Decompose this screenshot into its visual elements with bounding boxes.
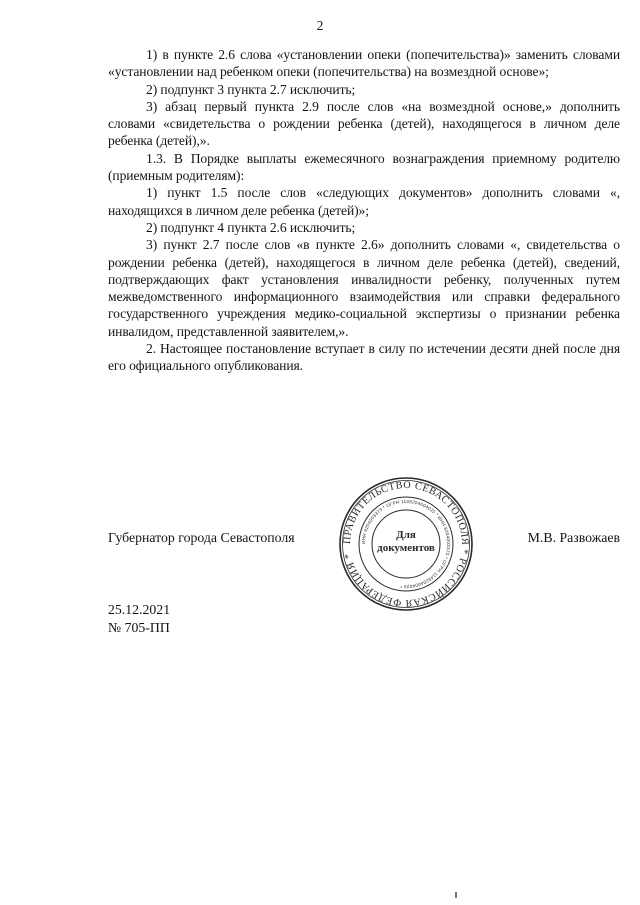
- document-body: [108, 46, 620, 375]
- paragraph: 1.3. В Порядке выплаты ежемесячного вознаграждения приемному родителю (приемным родителям):: [108, 150, 620, 184]
- official-seal-stamp: [338, 476, 474, 612]
- document-date: 25.12.2021: [108, 602, 171, 617]
- paragraph: 2) подпункт 3 пункта 2.7 исключить;: [146, 81, 356, 97]
- paragraph: 1) пункт 1.5 после слов «следующих документов» дополнить словами «, находящихся в личном деле ребенка (детей)»;: [108, 185, 620, 218]
- page-number: 2: [316, 18, 324, 33]
- seal-graphic: [338, 476, 474, 612]
- paragraph: 2) подпункт 4 пункта 2.6 исключить;: [146, 219, 356, 235]
- seal-center-line-1: Для: [396, 529, 416, 541]
- paragraph: 1) в пункте 2.6 слова «установлении опеки (попечительства)» заменить словами «установлении над ребенком опеки (попечительства) на возмездной основе»;: [108, 47, 620, 80]
- paragraph: 2. Настоящее постановление вступает в силу по истечении десяти дней после дня его официального опубликования.: [108, 341, 620, 374]
- signatory-name: М.В. Развожаев: [527, 530, 620, 545]
- signatory-position: Губернатор города Севастополя: [108, 530, 295, 545]
- scan-artifact: [455, 892, 457, 898]
- document-number: № 705-ПП: [108, 620, 170, 635]
- document-footer: [108, 601, 170, 637]
- seal-outer-text: ПРАВИТЕЛЬСТВО СЕВАСТОПОЛЯ * РОССИЙСКАЯ ФЕДЕРАЦИЯ *: [341, 479, 471, 609]
- paragraph: 3) абзац первый пункта 2.9 после слов «на возмездной основе,» дополнить словами «свидетельства о рождении ребенка (детей), находящегося в личном деле ребенка (детей),».: [108, 98, 620, 149]
- seal-inner-text: ИНН 9204003373 * ОГРН 1149204004025 * ИНН 9204003373 * ОГРН 1149204004025 *: [360, 498, 452, 590]
- paragraph: 3) пункт 2.7 после слов «в пункте 2.6» дополнить словами «, свидетельства о рождении ребенка (детей), находящегося в личном деле ребенка (детей), сведений, подтверждающих факт установления инвалидности ребенку, полученных путем межведомственного информационного взаимодействия или справки федерального государственного учреждения медико-социальной экспертизы о признании ребенка инвалидом, представленной заявителем,».: [108, 237, 620, 339]
- seal-center-line-2: документов: [377, 542, 435, 554]
